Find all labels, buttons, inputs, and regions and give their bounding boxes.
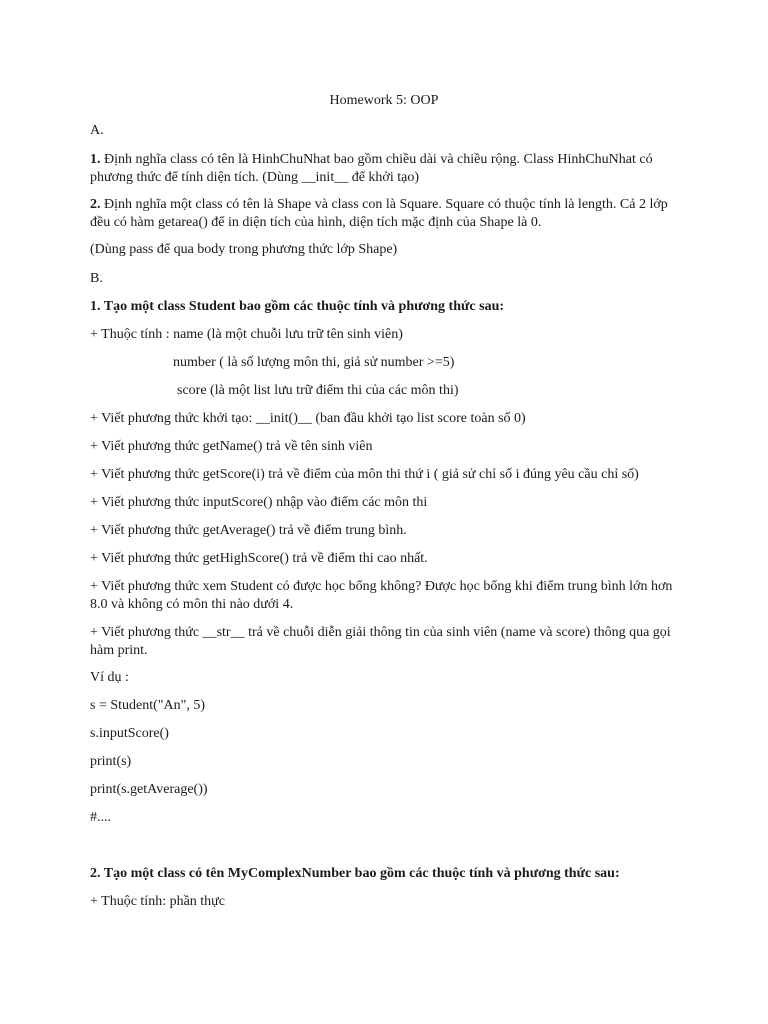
b1-attribute-score: score (là một list lưu trữ điểm thi của các môn thi) (177, 383, 459, 398)
b1-method-getname: + Viết phương thức getName() trả về tên sinh viên (90, 439, 373, 454)
b1-method-gethighscore: + Viết phương thức getHighScore() trả về điểm thi cao nhất. (90, 551, 428, 566)
b1-code-line: #.... (90, 810, 111, 825)
document-title: Homework 5: OOP (329, 93, 439, 108)
b1-code-line: print(s.getAverage()) (90, 782, 208, 797)
exercise-a-note: (Dùng pass để qua body trong phương thức lớp Shape) (90, 242, 398, 257)
exercise-b2-heading: 2. Tạo một class có tên MyComplexNumber bao gồm các thuộc tính và phương thức sau: (90, 866, 620, 881)
b1-method-getscore: + Viết phương thức getScore(i) trả về điểm của môn thi thứ i ( giả sử chỉ số i đúng yêu cầu chỉ số) (90, 467, 639, 482)
b2-attribute-real: + Thuộc tính: phần thực (90, 894, 225, 909)
b1-method-scholarship: + Viết phương thức xem Student có được học bổng không? Được học bổng khi điểm trung bình lớn hơn 8.0 và không có môn thi nào dưới 4. (90, 579, 673, 612)
b1-method-str: + Viết phương thức __str__ trả về chuỗi diễn giải thông tin của sinh viên (name và score) thông qua gọi hàm print. (90, 625, 671, 658)
b1-example-label: Ví dụ : (90, 670, 129, 685)
b1-code-line: s = Student("An", 5) (90, 698, 205, 713)
exercise-a1 (90, 151, 688, 187)
b1-attribute-name: + Thuộc tính : name (là một chuỗi lưu trữ tên sinh viên) (90, 327, 403, 342)
b1-code-line: s.inputScore() (90, 726, 169, 741)
b1-attribute-number: number ( là số lượng môn thi, giả sử number >=5) (173, 355, 455, 370)
exercise-b1-heading: 1. Tạo một class Student bao gồm các thuộc tính và phương thức sau: (90, 299, 505, 314)
exercise-a1-text: Định nghĩa class có tên là HinhChuNhat bao gồm chiều dài và chiều rộng. Class HinhChuNhat có phương thức để tính diện tích. (Dùng __init__ để khởi tạo) (90, 152, 653, 185)
section-b-label: B. (90, 271, 103, 286)
b1-code-line: print(s) (90, 754, 132, 769)
b1-method-inputscore: + Viết phương thức inputScore() nhập vào điểm các môn thi (90, 495, 428, 510)
exercise-a2-text: Định nghĩa một class có tên là Shape và class con là Square. Square có thuộc tính là length. Cả 2 lớp đều có hàm getarea() để in diện tích của hình, diện tích mặc định của Shape là 0. (90, 197, 668, 230)
section-a-label: A. (90, 123, 104, 138)
b1-method-init: + Viết phương thức khởi tạo: __init()__ (ban đầu khởi tạo list score toàn số 0) (90, 411, 526, 426)
exercise-a2 (90, 196, 688, 232)
b1-method-getaverage: + Viết phương thức getAverage() trả về điểm trung bình. (90, 523, 407, 538)
exercise-a1-number: 1. (90, 152, 101, 167)
exercise-a2-number: 2. (90, 197, 101, 212)
